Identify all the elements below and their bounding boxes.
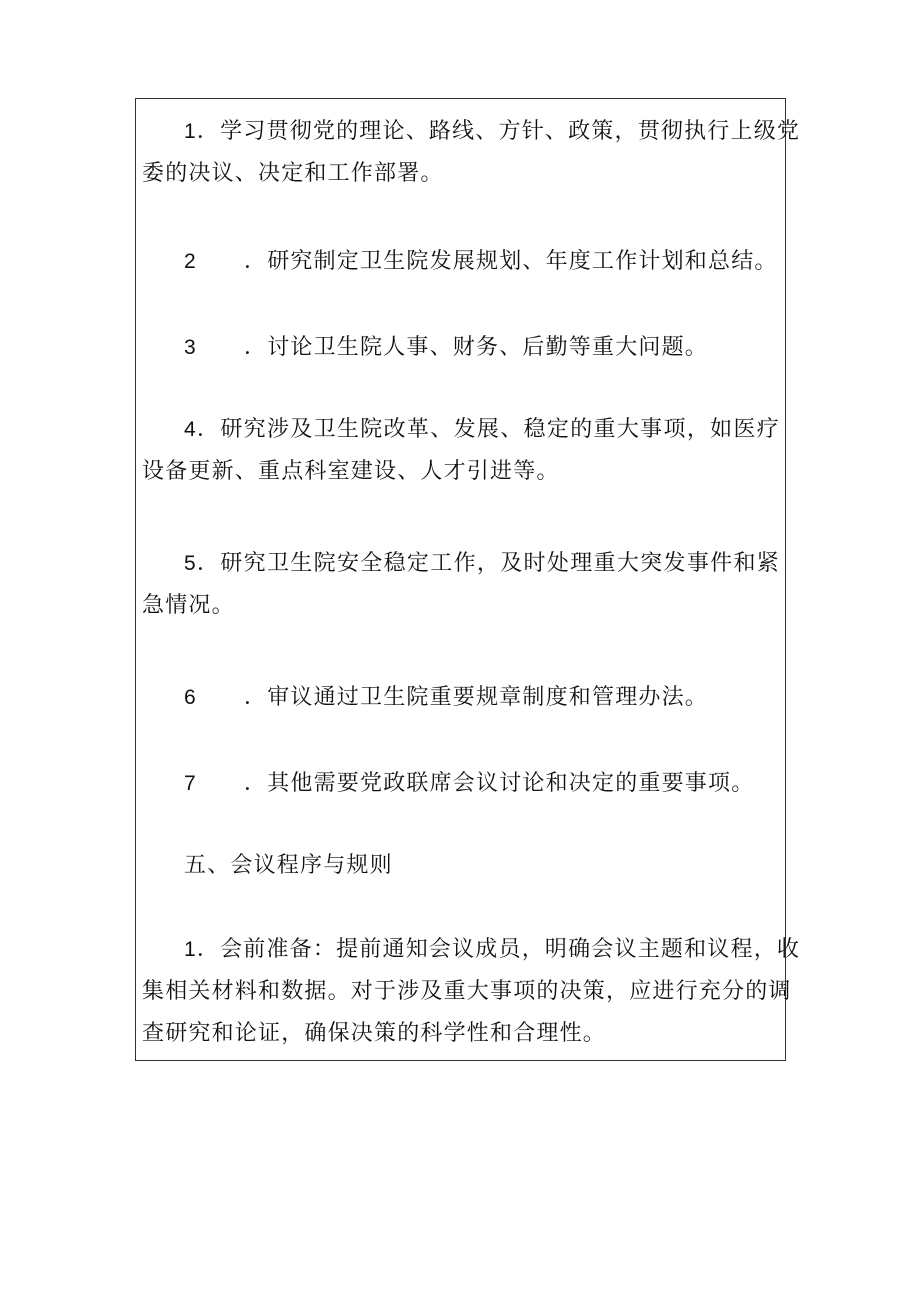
list-item-6 [142, 677, 780, 719]
item-text-line2: 急情况。 [142, 593, 235, 618]
item-text-line2: 委的决议、决定和工作部署。 [142, 161, 444, 186]
list-item-5 [142, 543, 780, 627]
item-number: 2 [184, 250, 197, 273]
item-text-line2: 集相关材料和数据。对于涉及重大事项的决策，应进行充分的调 [142, 979, 792, 1004]
item-text: ．讨论卫生院人事、财务、后勤等重大问题。 [244, 335, 709, 360]
item-text: ．审议通过卫生院重要规章制度和管理办法。 [244, 685, 709, 710]
item-text: ．其他需要党政联席会议讨论和决定的重要事项。 [244, 771, 755, 796]
list-item-4 [142, 409, 780, 493]
list-item-3 [142, 327, 780, 369]
item-text-line1: ．学习贯彻党的理论、路线、方针、政策，贯彻执行上级党 [196, 119, 801, 144]
item-number: 4 [184, 418, 197, 441]
list-item-7 [142, 763, 780, 805]
item-number: 3 [184, 336, 197, 359]
item-number: 7 [184, 772, 197, 795]
item-text-line3: 查研究和论证，确保决策的科学性和合理性。 [142, 1021, 607, 1046]
list-item-2 [142, 241, 780, 283]
section-heading: 五、会议程序与规则 [184, 853, 393, 878]
item-number: 1 [184, 120, 197, 143]
item-text-line2: 设备更新、重点科室建设、人才引进等。 [142, 459, 560, 484]
item-text-line1: ．会前准备：提前通知会议成员，明确会议主题和议程，收 [196, 937, 801, 962]
item-text: ．研究制定卫生院发展规划、年度工作计划和总结。 [244, 249, 778, 274]
section-item-1 [142, 929, 801, 1055]
item-number: 1 [184, 938, 197, 961]
document-frame [135, 98, 801, 1061]
item-text-line1: ．研究卫生院安全稳定工作，及时处理重大突发事件和紧 [196, 551, 780, 576]
item-number: 6 [184, 686, 197, 709]
item-number: 5 [184, 552, 197, 575]
item-text-line1: ．研究涉及卫生院改革、发展、稳定的重大事项，如医疗 [196, 417, 780, 442]
list-item-1 [142, 111, 801, 195]
